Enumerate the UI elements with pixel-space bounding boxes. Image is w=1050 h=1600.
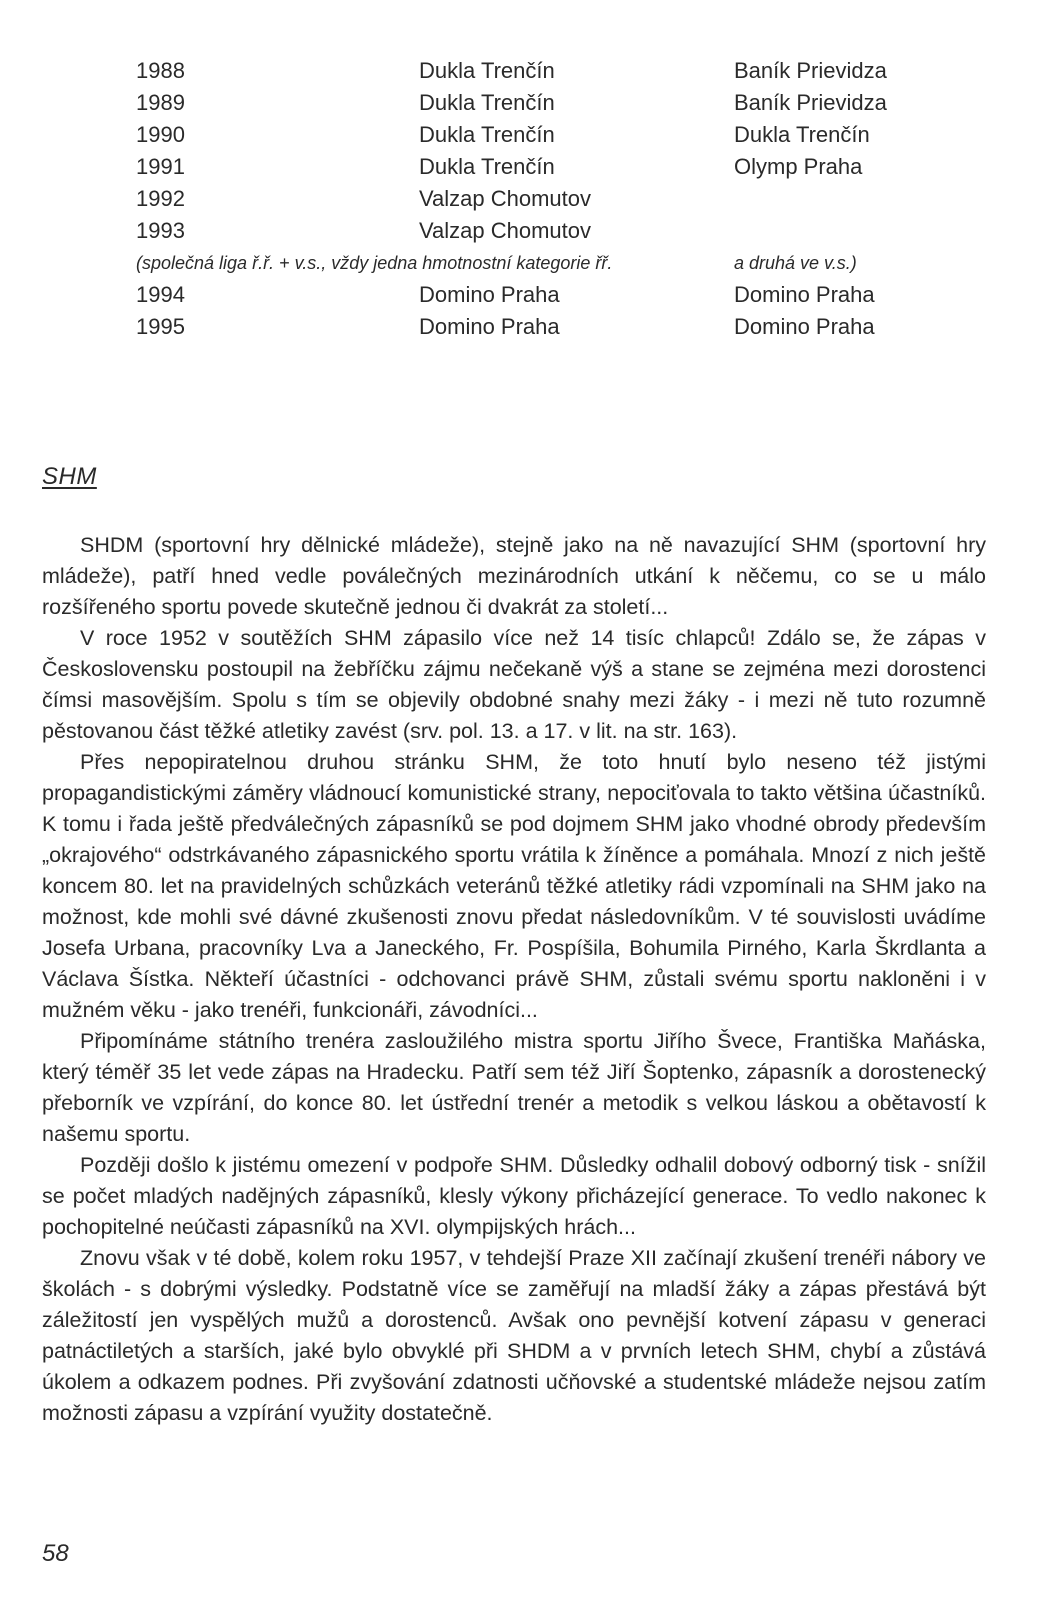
paragraph: SHDM (sportovní hry dělnické mládeže), stejně jako na ně navazující SHM (sportovní hry mládeže), patří hned vedle poválečných mezinárodních utkání k něčemu, co se u málo rozšířeného sportu povede skutečně jednou či dvakrát za století... [42, 533, 986, 619]
year-cell: 1994 [136, 282, 185, 307]
winner-cell-secondary: Dukla Trenčín [734, 122, 870, 147]
results-table [136, 55, 936, 343]
winner-cell-secondary: Baník Prievidza [734, 58, 887, 83]
winner-cell-secondary: Domino Praha [734, 314, 875, 339]
winner-cell: Dukla Trenčín [419, 122, 555, 147]
paragraph: Znovu však v té době, kolem roku 1957, v tehdejší Praze XII začínají zkušení trenéři nábory ve školách - s dobrými výsledky. Podstatně více se zaměřují na mladší žáky a zápas přestává být záležitostí jen vyspělých mužů a dorostenců. Avšak ono pevnější kotvení zápasu v generaci patnáctiletých a starších, jaké bylo obvyklé při SHDM a v prvních letech SHM, chybí a zůstává úkolem a odkazem podnes. Při zvyšování zdatnosti učňovské a studentské mládeže nejsou zatím možnosti zápasu a vzpírání využity dostatečně. [42, 1246, 986, 1425]
winner-cell: Domino Praha [419, 314, 560, 339]
winner-cell-secondary: Baník Prievidza [734, 90, 887, 115]
year-cell: 1991 [136, 154, 185, 179]
winner-cell-secondary: Domino Praha [734, 282, 875, 307]
table-row [136, 55, 936, 87]
year-cell: 1993 [136, 218, 185, 243]
winner-cell: Dukla Trenčín [419, 90, 555, 115]
table-row [136, 215, 936, 247]
table-row [136, 151, 936, 183]
year-cell: 1988 [136, 58, 185, 83]
paragraph: Později došlo k jistému omezení v podpoře SHM. Důsledky odhalil dobový odborný tisk - snížil se počet mladých nadějných zápasníků, klesly výkony přicházející generace. To vedlo nakonec k pochopitelné neúčasti zápasníků na XVI. olympijských hrách... [42, 1153, 986, 1239]
page-number: 58 [42, 1540, 69, 1567]
year-cell: 1990 [136, 122, 185, 147]
winner-cell: Domino Praha [419, 282, 560, 307]
table-note-right: a druhá ve v.s.) [734, 253, 857, 273]
table-row [136, 119, 936, 151]
paragraph: Připomínáme státního trenéra zasloužilého mistra sportu Jiřího Švece, Františka Maňáska, který téměř 35 let vede zápas na Hradecku. Patří sem též Jiří Šoptenko, zápasník a dorostenecký přeborník ve vzpírání, do konce 80. let ústřední trenér a metodik s velkou láskou a obětavostí k našemu sportu. [42, 1029, 986, 1146]
winner-cell-secondary: Olymp Praha [734, 154, 863, 179]
year-cell: 1989 [136, 90, 185, 115]
paragraph: Přes nepopiratelnou druhou stránku SHM, že toto hnutí bylo neseno též jistými propagandistickými záměry vládnoucí komunistické strany, nepociťovala to takto většina účastníků. K tomu i řada ještě předválečných zápasníků se pod dojmem SHM jako vhodné obrody především „okrajového“ odstrkávaného zápasnického sportu vrátila k žíněnce a pomáhala. Mnozí z nich ještě koncem 80. let na pravidelných schůzkách veteránů těžké atletiky rádi vzpomínali na SHM jako na možnost, kde mohli své dávné zkušenosti znovu předat následovníkům. V té souvislosti uvádíme Josefa Urbana, pracovníky Lva a Janeckého, Fr. Pospíšila, Bohumila Pirného, Karla Škrdlanta a Václava Šístka. Někteří účastníci - odchovanci právě SHM, zůstali svému sportu nakloněni i v mužném věku - jako trenéři, funkcionáři, závodníci... [42, 750, 986, 1022]
section-heading: SHM [42, 463, 97, 490]
winner-cell: Valzap Chomutov [419, 186, 592, 211]
winner-cell: Dukla Trenčín [419, 58, 555, 83]
table-note [136, 247, 936, 279]
body-text [42, 530, 986, 1429]
table-note-left: (společná liga ř.ř. + v.s., vždy jedna hmotnostní kategorie řř. [136, 253, 613, 273]
year-cell: 1992 [136, 186, 185, 211]
table-row [136, 87, 936, 119]
table-row [136, 183, 936, 215]
table-row [136, 311, 936, 343]
paragraph: V roce 1952 v soutěžích SHM zápasilo více než 14 tisíc chlapců! Zdálo se, že zápas v Československu postoupil na žebříčku zájmu nečekaně výš a stane se zejména mezi dorostenci čímsi masovějším. Spolu s tím se objevily obdobné snahy mezi žáky - i mezi ně tuto rozumně pěstovanou část těžké atletiky zavést (srv. pol. 13. a 17. v lit. na str. 163). [42, 626, 986, 743]
year-cell: 1995 [136, 314, 185, 339]
table-row [136, 279, 936, 311]
winner-cell: Dukla Trenčín [419, 154, 555, 179]
winner-cell: Valzap Chomutov [419, 218, 592, 243]
